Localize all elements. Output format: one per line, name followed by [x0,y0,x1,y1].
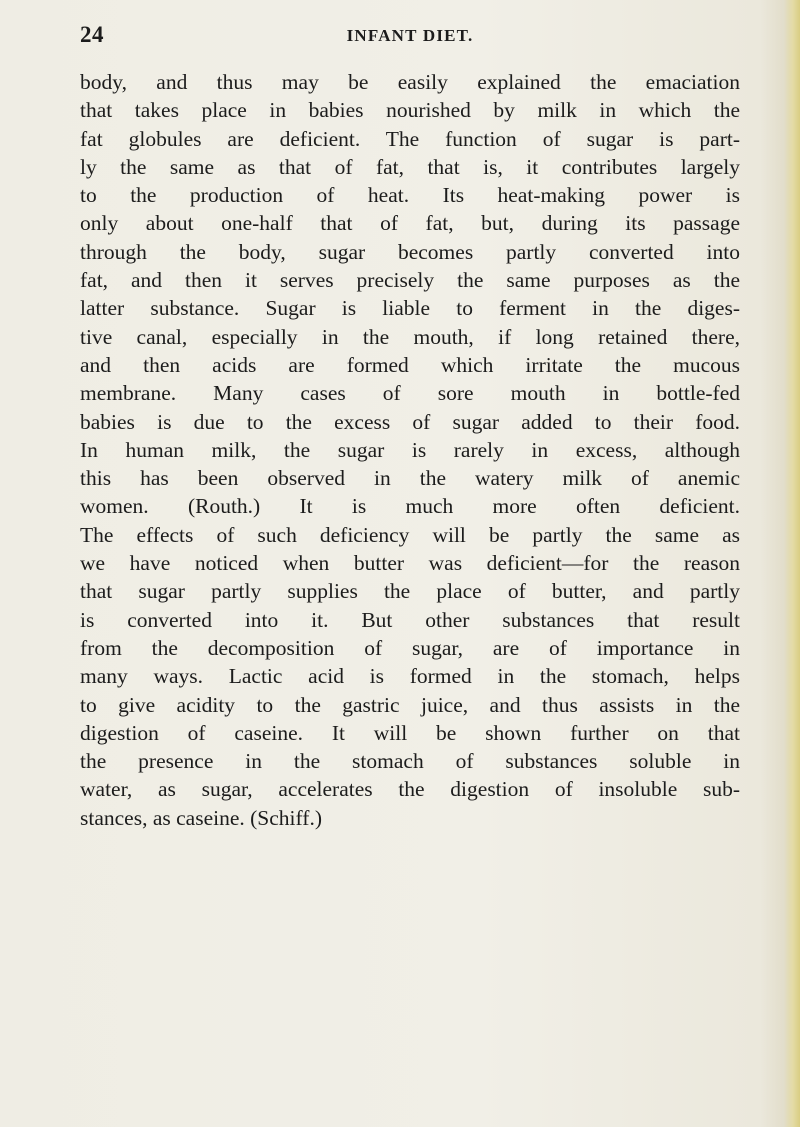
text-line: stances, as caseine. (Schiff.) [80,805,322,830]
text-line: and then acids are formed which irritate the mucous [80,352,740,377]
text-line: The effects of such deficiency will be partly the same as [80,522,740,547]
text-line: that sugar partly supplies the place of butter, and partly [80,579,740,604]
text-line: this has been observed in the watery milk of anemic [80,466,740,491]
text-line: we have noticed when butter was deficient—for the reason [80,551,740,576]
text-line: fat globules are deficient. The function of sugar is part- [80,126,740,151]
text-line: body, and thus may be easily explained the emaciation [80,70,740,94]
page-header [80,22,740,52]
text-line: is converted into it. But other substances that result [80,607,740,632]
text-line: through the body, sugar becomes partly converted into [80,239,740,264]
text-line: latter substance. Sugar is liable to ferment in the diges- [80,296,740,321]
text-line: to give acidity to the gastric juice, and thus assists in the [80,692,740,717]
text-line: women. (Routh.) It is much more often deficient. [80,494,740,519]
text-line: In human milk, the sugar is rarely in excess, although [80,437,740,462]
text-line: from the decomposition of sugar, are of importance in [80,635,740,660]
text-line: fat, and then it serves precisely the same purposes as the [80,268,740,293]
text-line: ly the same as that of fat, that is, it contributes largely [80,154,740,179]
text-line: only about one-half that of fat, but, during its passage [80,211,740,236]
text-line: babies is due to the excess of sugar added to their food. [80,409,740,434]
text-line: water, as sugar, accelerates the digestion of insoluble sub- [80,777,740,802]
text-line: the presence in the stomach of substances soluble in [80,749,740,774]
text-line: that takes place in babies nourished by milk in which the [80,98,740,123]
text-line: tive canal, especially in the mouth, if long retained there, [80,324,740,349]
text-line: many ways. Lactic acid is formed in the stomach, helps [80,664,740,689]
text-line: membrane. Many cases of sore mouth in bottle-fed [80,381,740,406]
page-number: 24 [80,22,104,47]
text-line: to the production of heat. Its heat-making power is [80,183,740,208]
running-head: INFANT DIET. [346,26,474,45]
text-line: digestion of caseine. It will be shown further on that [80,720,740,745]
body-paragraph [80,68,740,832]
page-edge-stain [784,0,800,1127]
